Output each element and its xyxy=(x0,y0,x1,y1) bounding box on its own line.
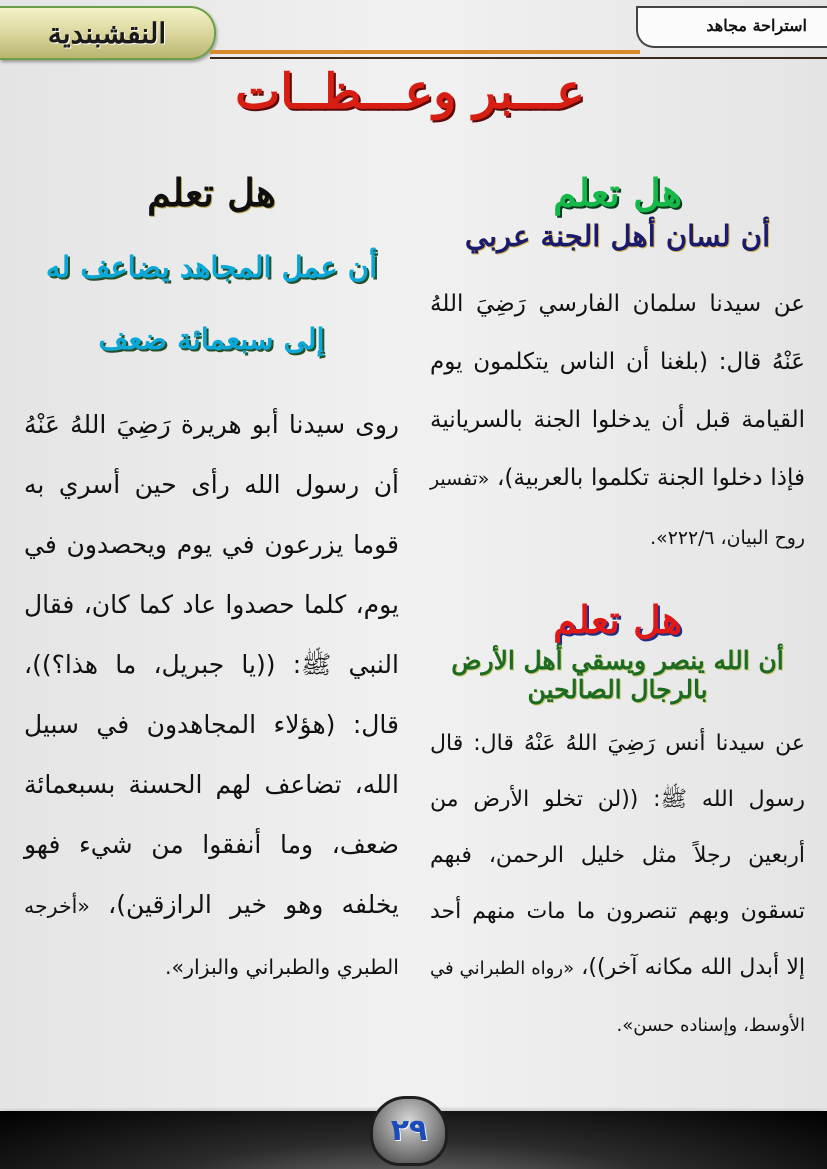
article-block xyxy=(430,597,805,1054)
brand-logo-text: النقشبندية xyxy=(47,17,167,50)
article-reference: «تفسير روح البيان، ٢٢٢/٦». xyxy=(430,468,805,549)
article-block xyxy=(430,170,805,567)
article-text: عن سيدنا أنس رَضِيَ اللهُ عَنْهُ قال: قال رسول الله ﷺ: ((لن تخلو الأرض من أربعين رجلاً مثل خليل الرحمن، فبهم تسقون وبهم تنصرون ما مات منهم أحد إلا أبدل الله مكانه آخر))، xyxy=(430,731,805,980)
article-reference: «أخرجه الطبري والطبراني والبزار». xyxy=(24,894,399,979)
article-text: عن سيدنا سلمان الفارسي رَضِيَ اللهُ عَنْهُ قال: (بلغنا أن الناس يتكلمون يوم القيامة قبل أن يدخلوا الجنة بالسريانية فإذا دخلوا الجنة تكلموا بالعربية)، xyxy=(430,291,805,491)
article-body xyxy=(24,395,399,997)
did-you-know-heading: هل تعلم xyxy=(147,170,276,215)
right-column xyxy=(430,170,805,1054)
header-rule-dark xyxy=(210,57,827,59)
page-title: عـــبر وعـــظــات xyxy=(235,64,585,120)
article-block xyxy=(24,170,399,997)
page-number: ٢٩ xyxy=(390,1113,428,1148)
did-you-know-heading: هل تعلم xyxy=(553,170,682,215)
article-reference: «رواه الطبراني في الأوسط، وإسناده حسن». xyxy=(430,958,805,1036)
article-text: روى سيدنا أبو هريرة رَضِيَ اللهُ عَنْهُ أن رسول الله رأى حين أسري به قوما يزرعون في يوم ويحصدون في يوم، كلما حصدوا عاد كما كان، فقال النبي ﷺ: ((يا جبريل، ما هذا؟))، قال: (هؤلاء المجاهدون في سبيل الله، تضاعف لهم الحسنة بسبعمائة ضعف، وما أنفقوا من شيء فهو يخلفه وهو خير الرازقين)، xyxy=(24,410,399,919)
article-subheading: أن لسان أهل الجنة عربي xyxy=(464,219,771,253)
section-tab xyxy=(636,6,827,48)
brand-tab xyxy=(0,6,216,60)
article-body xyxy=(430,716,805,1054)
article-subheading: أن عمل المجاهد يضاعف له إلى سبعمائة ضعف xyxy=(45,250,378,356)
left-column xyxy=(24,170,399,997)
article-subheading: أن الله ينصر ويسقي أهل الأرض بالرجال الصالحين xyxy=(451,646,784,704)
section-label: استراحة مجاهد xyxy=(706,16,807,35)
did-you-know-heading: هل تعلم xyxy=(553,597,682,642)
header-rule-orange xyxy=(210,50,640,54)
page-number-badge xyxy=(370,1096,448,1166)
article-body xyxy=(430,275,805,567)
